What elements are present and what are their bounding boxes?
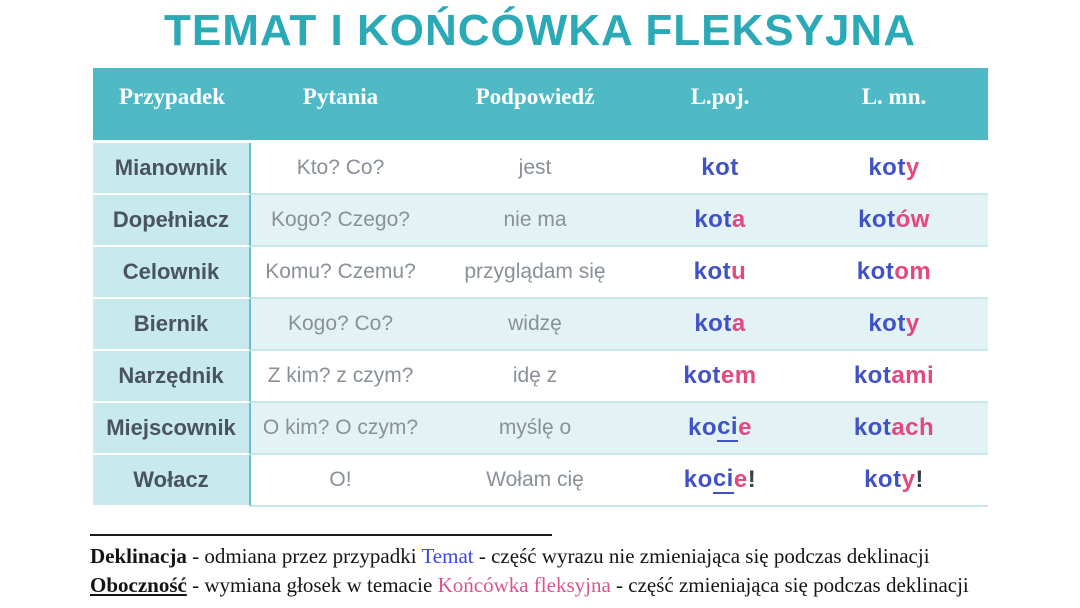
case-hint: przyglądam się [430,247,640,299]
word-punctuation: ! [747,466,757,493]
footer-term: Oboczność [90,573,187,597]
page-title: TEMAT I KOŃCÓWKA FLEKSYJNA [164,6,916,55]
word-ending: y [905,154,920,181]
column-header: Przypadek [118,84,226,109]
case-hint: myślę o [430,403,640,455]
word-stem: kot [853,362,892,389]
word-stem: ko [688,414,718,441]
case-questions: Kogo? Co? [251,299,430,351]
word-ending: om [894,258,932,285]
case-name: Celownik [93,247,251,299]
case-hint: nie ma [430,195,640,247]
word-stem: ci [712,464,734,492]
word-stem: kot [693,258,732,285]
word-stem: kot [864,466,902,493]
word-ending: e [733,466,748,493]
table-row [93,455,988,507]
case-name: Narzędnik [93,351,251,403]
table-row [93,299,988,351]
table-row [93,143,988,195]
table-row [93,403,988,455]
word-ending: ów [895,206,930,233]
footer-text: - część zmieniająca się podczas deklinacji [610,573,969,597]
word-stem: kot [853,414,892,441]
footer-term: Temat [421,544,474,568]
footer-line-2 [90,571,1030,600]
word-ending: y [905,310,920,337]
footer-text: - odmiana przez przypadki [186,544,422,568]
column-header: L. mn. [861,84,927,109]
singular-form [640,143,800,195]
singular-form [640,351,800,403]
word-stem: kot [868,154,906,181]
column-header: L.poj. [690,84,750,109]
case-hint: widzę [430,299,640,351]
plural-form [800,247,988,299]
singular-form [640,299,800,351]
footer-term: Końcówka fleksyjna [437,573,611,597]
word-stem: kot [694,310,732,337]
footer-term: Deklinacja [90,544,187,568]
case-hint: idę z [430,351,640,403]
plural-form [800,195,988,247]
word-stem: kot [856,258,895,285]
word-ending: e [738,414,752,441]
word-stem: ci [717,412,739,440]
word-stem: ko [683,466,713,493]
singular-form [640,247,800,299]
table-body [93,140,988,507]
case-questions: Kogo? Czego? [251,195,430,247]
case-questions: O kim? O czym? [251,403,430,455]
table-row [93,247,988,299]
table-row [93,351,988,403]
plural-form [800,351,988,403]
plural-form [800,299,988,351]
table-row [93,195,988,247]
footer-divider-line [90,534,552,536]
word-ending: a [731,310,746,337]
singular-form [640,195,800,247]
column-header: Pytania [302,84,379,109]
footer-notes [90,534,1030,600]
case-hint: jest [430,143,640,195]
case-hint: Wołam cię [430,455,640,507]
plural-form [800,403,988,455]
singular-form [640,455,800,507]
word-stem: kot [683,362,721,389]
word-ending: ami [891,362,935,389]
singular-form [640,403,800,455]
footer-text: - wymiana głosek w temacie [186,573,438,597]
word-ending: ach [891,414,935,441]
word-ending: y [901,466,916,493]
word-ending: a [731,206,746,233]
word-stem: kot [701,154,739,181]
word-stem: kot [858,206,896,233]
case-questions: O! [251,455,430,507]
case-questions: Z kim? z czym? [251,351,430,403]
case-name: Mianownik [93,143,251,195]
word-stem: kot [694,206,732,233]
word-ending: u [731,258,747,285]
word-punctuation: ! [915,466,924,493]
footer-text: - część wyrazu nie zmieniająca się podczas deklinacji [473,544,930,568]
column-header: Podpowiedź [475,84,595,109]
case-name: Biernik [93,299,251,351]
case-questions: Kto? Co? [251,143,430,195]
table-header-row [93,68,988,140]
declension-table [93,68,988,507]
word-stem: kot [868,310,906,337]
plural-form [800,143,988,195]
plural-form [800,455,988,507]
case-name: Miejscownik [93,403,251,455]
case-name: Wołacz [93,455,251,507]
case-name: Dopełniacz [93,195,251,247]
word-ending: em [720,362,757,389]
footer-line-1 [90,542,1030,571]
case-questions: Komu? Czemu? [251,247,430,299]
